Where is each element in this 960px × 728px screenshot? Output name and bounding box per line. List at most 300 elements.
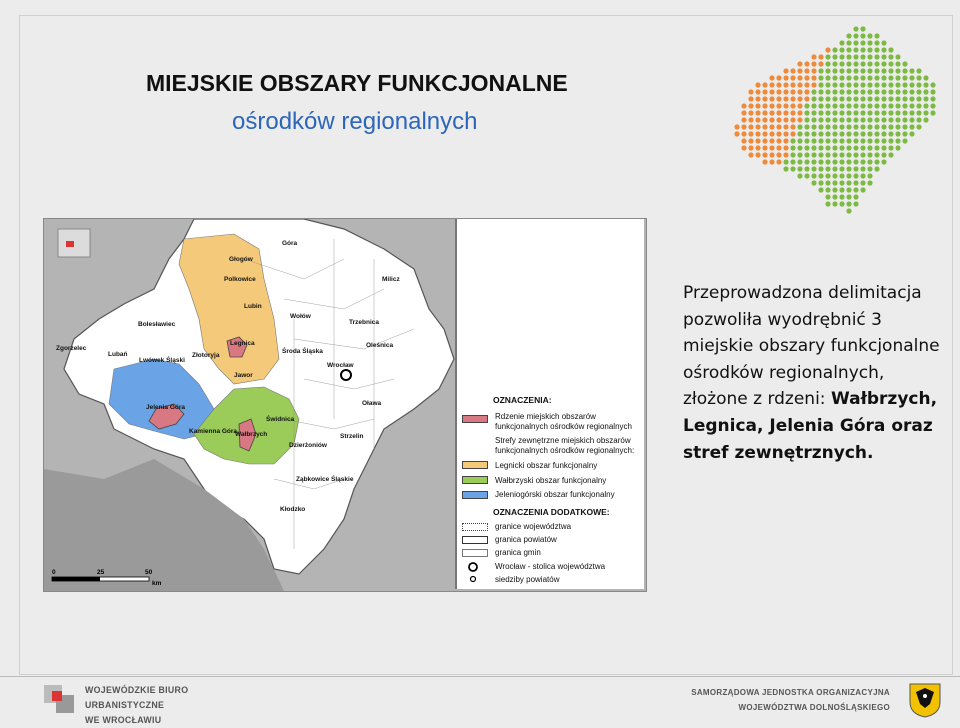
logo-dot — [839, 187, 844, 192]
legend-core-swatch — [462, 415, 488, 423]
logo-dot — [825, 138, 830, 143]
logo-dot — [846, 180, 851, 185]
lower-silesia-dotted-logo — [712, 18, 944, 228]
logo-dot — [839, 180, 844, 185]
label-milicz: Milicz — [382, 276, 400, 283]
logo-dot — [832, 124, 837, 129]
logo-dot — [839, 138, 844, 143]
logo-dot — [846, 96, 851, 101]
logo-dot — [804, 124, 809, 129]
logo-dot — [902, 82, 907, 87]
logo-dot — [916, 110, 921, 115]
logo-dot — [867, 89, 872, 94]
logo-dot — [846, 82, 851, 87]
logo-dot — [853, 47, 858, 52]
logo-dot — [748, 103, 753, 108]
logo-dot — [797, 75, 802, 80]
logo-dot — [930, 82, 935, 87]
logo-dot — [755, 145, 760, 150]
logo-dot — [839, 201, 844, 206]
logo-dot — [811, 173, 816, 178]
logo-dot — [825, 82, 830, 87]
label-polkowice: Polkowice — [224, 276, 256, 283]
logo-dot — [832, 131, 837, 136]
logo-dot — [888, 89, 893, 94]
logo-dot — [860, 68, 865, 73]
logo-dot — [902, 131, 907, 136]
logo-dot — [909, 89, 914, 94]
logo-dot — [811, 61, 816, 66]
logo-dot — [874, 138, 879, 143]
logo-dot — [748, 117, 753, 122]
logo-dot — [797, 166, 802, 171]
logo-dot — [769, 152, 774, 157]
logo-dot — [846, 173, 851, 178]
logo-dot — [860, 26, 865, 31]
label-zlotoryja: Złotoryja — [192, 352, 220, 359]
logo-dot — [909, 131, 914, 136]
logo-dot — [860, 138, 865, 143]
logo-dot — [839, 61, 844, 66]
logo-dot — [832, 61, 837, 66]
logo-dot — [804, 110, 809, 115]
logo-dot — [797, 89, 802, 94]
logo-dot — [755, 110, 760, 115]
logo-dot — [769, 124, 774, 129]
logo-dot — [923, 117, 928, 122]
logo-dot — [790, 159, 795, 164]
logo-dot — [839, 166, 844, 171]
logo-dot — [825, 117, 830, 122]
logo-dot — [867, 96, 872, 101]
logo-dot — [811, 96, 816, 101]
logo-dot — [881, 82, 886, 87]
logo-dot — [783, 103, 788, 108]
label-gora: Góra — [282, 240, 298, 247]
logo-dot — [825, 68, 830, 73]
logo-dot — [853, 61, 858, 66]
legend-seat-icons — [467, 561, 481, 585]
logo-dot — [888, 47, 893, 52]
logo-dot — [839, 68, 844, 73]
logo-dot — [846, 145, 851, 150]
logo-dot — [930, 89, 935, 94]
logo-dot — [755, 138, 760, 143]
logo-dot — [790, 89, 795, 94]
logo-dot — [916, 96, 921, 101]
logo-dot — [867, 54, 872, 59]
logo-dot — [881, 145, 886, 150]
logo-dot — [916, 89, 921, 94]
logo-dot — [769, 82, 774, 87]
logo-dot — [832, 117, 837, 122]
legend-legnica: Legnicki obszar funkcjonalny — [495, 461, 598, 470]
logo-dot — [818, 82, 823, 87]
logo-dot — [846, 54, 851, 59]
logo-dot — [888, 61, 893, 66]
logo-dot — [867, 166, 872, 171]
logo-dot — [888, 138, 893, 143]
logo-dot — [762, 145, 767, 150]
logo-dot — [839, 117, 844, 122]
logo-dot — [818, 159, 823, 164]
logo-dot — [888, 145, 893, 150]
logo-dot — [769, 110, 774, 115]
logo-dot — [867, 82, 872, 87]
footer-right-1: SAMORZĄDOWA JEDNOSTKA ORGANIZACYJNA — [691, 688, 890, 697]
logo-dot — [895, 82, 900, 87]
logo-dot — [839, 110, 844, 115]
logo-dot — [755, 117, 760, 122]
logo-dot — [860, 40, 865, 45]
footer-right — [660, 680, 960, 718]
logo-dot — [860, 54, 865, 59]
logo-dot — [748, 145, 753, 150]
logo-dot — [930, 96, 935, 101]
logo-dot — [895, 75, 900, 80]
logo-dot — [790, 68, 795, 73]
logo-dot — [818, 145, 823, 150]
logo-dot — [762, 159, 767, 164]
legend-walbrzych: Wałbrzyski obszar funkcjonalny — [495, 476, 607, 485]
label-lubin: Lubin — [244, 303, 262, 310]
logo-dot — [839, 75, 844, 80]
logo-dot — [776, 124, 781, 129]
logo-dot — [839, 152, 844, 157]
label-lwowek: Lwówek Śląski — [139, 357, 185, 364]
logo-dot — [825, 166, 830, 171]
logo-dot — [874, 124, 879, 129]
logo-dot — [923, 89, 928, 94]
label-legnica: Legnica — [230, 340, 255, 347]
logo-dot — [783, 138, 788, 143]
label-wroclaw: Wrocław — [327, 362, 354, 369]
logo-dot — [853, 152, 858, 157]
logo-dot — [811, 103, 816, 108]
logo-dot — [811, 68, 816, 73]
logo-dot — [818, 61, 823, 66]
logo-dot — [874, 47, 879, 52]
scale-0: 0 — [52, 569, 56, 576]
logo-dot — [811, 117, 816, 122]
logo-dot — [748, 110, 753, 115]
logo-dot — [783, 124, 788, 129]
logo-dot — [860, 173, 865, 178]
logo-dot — [776, 103, 781, 108]
wbu-logo-icon — [42, 681, 78, 717]
logo-dot — [783, 96, 788, 101]
legend-powiat: granica powiatów — [495, 535, 557, 544]
logo-dot — [860, 110, 865, 115]
logo-dot — [832, 173, 837, 178]
logo-dot — [909, 75, 914, 80]
logo-dot — [755, 82, 760, 87]
logo-dot — [839, 89, 844, 94]
logo-dot — [888, 82, 893, 87]
logo-dot — [867, 68, 872, 73]
footer-left-text — [85, 683, 250, 728]
footer-right-text — [691, 685, 890, 715]
logo-dot — [895, 117, 900, 122]
logo-dot — [860, 103, 865, 108]
logo-dot — [804, 82, 809, 87]
logo-dot — [874, 159, 879, 164]
logo-dot — [832, 138, 837, 143]
logo-dot — [874, 54, 879, 59]
logo-dot — [860, 145, 865, 150]
logo-dot — [790, 166, 795, 171]
logo-dot — [853, 68, 858, 73]
logo-dot — [769, 159, 774, 164]
logo-dot — [846, 187, 851, 192]
logo-dot — [797, 117, 802, 122]
logo-dot — [916, 82, 921, 87]
logo-dot — [853, 103, 858, 108]
logo-dot — [790, 145, 795, 150]
logo-dot — [825, 201, 830, 206]
title-line-1: MIEJSKIE OBSZARY FUNKCJONALNE — [146, 70, 568, 96]
logo-dot — [902, 68, 907, 73]
logo-dot — [790, 75, 795, 80]
logo-dot — [790, 110, 795, 115]
logo-dot — [888, 131, 893, 136]
logo-dot — [853, 54, 858, 59]
logo-dot — [867, 138, 872, 143]
logo-dot — [853, 26, 858, 31]
legend-jelenia-swatch — [462, 491, 488, 499]
logo-dot — [783, 89, 788, 94]
logo-dot — [825, 152, 830, 157]
logo-dot — [888, 110, 893, 115]
legend-gmina-swatch — [462, 549, 488, 557]
logo-dot — [776, 96, 781, 101]
legend-zones: Strefy zewnętrzne miejskich obszarów funkcjonalnych ośrodków regionalnych: — [495, 436, 635, 455]
logo-dot — [867, 173, 872, 178]
logo-dot — [853, 166, 858, 171]
logo-dot — [790, 103, 795, 108]
logo-dot — [846, 68, 851, 73]
logo-dot — [748, 138, 753, 143]
title-line-2: ośrodków regionalnych — [232, 108, 478, 135]
logo-dot — [895, 103, 900, 108]
logo-dot — [895, 68, 900, 73]
logo-dot — [881, 131, 886, 136]
logo-dot — [804, 68, 809, 73]
logo-dot — [790, 96, 795, 101]
logo-dot — [895, 124, 900, 129]
logo-dot — [790, 82, 795, 87]
logo-dot — [853, 194, 858, 199]
logo-dot — [881, 159, 886, 164]
legend-powiat-swatch — [462, 536, 488, 544]
logo-dot — [832, 152, 837, 157]
logo-dot — [881, 103, 886, 108]
legend-heading-2: OZNACZENIA DODATKOWE: — [493, 507, 610, 517]
label-glogow: Głogów — [229, 256, 253, 263]
logo-dot — [846, 152, 851, 157]
logo-dot — [874, 33, 879, 38]
logo-dot — [909, 96, 914, 101]
logo-dot — [790, 131, 795, 136]
logo-dot — [825, 75, 830, 80]
logo-dot — [846, 89, 851, 94]
logo-dot — [860, 82, 865, 87]
logo-dot — [853, 117, 858, 122]
logo-dot — [797, 110, 802, 115]
logo-dot — [860, 159, 865, 164]
logo-dot — [741, 103, 746, 108]
logo-dot — [860, 47, 865, 52]
logo-dot — [818, 173, 823, 178]
footer-left-1: WOJEWÓDZKIE BIURO URBANISTYCZNE — [85, 685, 189, 710]
logo-dot — [797, 159, 802, 164]
logo-dot — [916, 117, 921, 122]
logo-dot — [776, 82, 781, 87]
logo-dot — [874, 110, 879, 115]
label-strzelin: Strzelin — [340, 433, 364, 440]
logo-dot — [881, 96, 886, 101]
logo-dot — [741, 124, 746, 129]
logo-dot — [902, 124, 907, 129]
label-swidnica: Świdnica — [266, 416, 295, 423]
logo-dot — [881, 89, 886, 94]
logo-dot — [860, 61, 865, 66]
body-text-plain: Przeprowadzona delimitacja pozwoliła wyodrębnić 3 miejskie obszary funkcjonalne ośrodków regionalnych, złożone z rdzeni: — [683, 283, 940, 410]
logo-dot — [825, 110, 830, 115]
map-legend — [455, 219, 644, 589]
logo-dot — [825, 103, 830, 108]
logo-dot — [818, 131, 823, 136]
logo-dot — [832, 110, 837, 115]
logo-dot — [832, 82, 837, 87]
logo-dot — [874, 75, 879, 80]
logo-dot — [741, 131, 746, 136]
logo-dot — [867, 124, 872, 129]
logo-dot — [748, 96, 753, 101]
logo-dot — [874, 82, 879, 87]
logo-dot — [853, 145, 858, 150]
logo-dot — [832, 145, 837, 150]
label-dzierzoniow: Dzierżoniów — [289, 442, 327, 449]
logo-dot — [867, 75, 872, 80]
logo-dot — [860, 131, 865, 136]
logo-dot — [881, 117, 886, 122]
logo-dot — [916, 124, 921, 129]
logo-dot — [783, 159, 788, 164]
logo-dot — [846, 138, 851, 143]
logo-dot — [867, 180, 872, 185]
logo-dot — [825, 89, 830, 94]
logo-dot — [832, 180, 837, 185]
logo-dot — [846, 110, 851, 115]
logo-dot — [797, 61, 802, 66]
logo-dot — [804, 131, 809, 136]
logo-dot — [853, 33, 858, 38]
logo-dot — [874, 96, 879, 101]
logo-dot — [867, 145, 872, 150]
logo-dot — [881, 47, 886, 52]
legend-wroclaw: Wrocław - stolica województwa — [495, 562, 606, 571]
body-text-bold: Wałbrzych, Legnica, Jelenia Góra oraz stref zewnętrznych. — [683, 389, 938, 463]
logo-dot — [762, 89, 767, 94]
logo-dot — [881, 152, 886, 157]
logo-dot — [832, 166, 837, 171]
logo-dot — [839, 173, 844, 178]
logo-dot — [797, 96, 802, 101]
logo-dot — [874, 103, 879, 108]
logo-dot — [818, 54, 823, 59]
logo-dot — [797, 131, 802, 136]
logo-dot — [881, 40, 886, 45]
logo-dot — [811, 145, 816, 150]
logo-dot — [790, 152, 795, 157]
logo-dot — [846, 47, 851, 52]
logo-dot — [832, 89, 837, 94]
logo-dot — [909, 124, 914, 129]
legend-legnica-swatch — [462, 461, 488, 469]
logo-dot — [755, 131, 760, 136]
logo-dot — [839, 131, 844, 136]
legend-voiv-swatch — [462, 523, 488, 531]
logo-dot — [839, 47, 844, 52]
logo-dot — [853, 201, 858, 206]
logo-dot — [804, 103, 809, 108]
logo-dot — [825, 124, 830, 129]
logo-dot — [762, 103, 767, 108]
logo-dot — [811, 131, 816, 136]
logo-dot — [734, 124, 739, 129]
logo-dot — [846, 75, 851, 80]
logo-dot — [811, 138, 816, 143]
footer-left — [40, 680, 250, 725]
logo-dot — [874, 166, 879, 171]
logo-dot — [825, 47, 830, 52]
logo-dot — [776, 152, 781, 157]
logo-dot — [909, 103, 914, 108]
logo-dot — [804, 75, 809, 80]
logo-dot — [895, 89, 900, 94]
logo-dot — [853, 110, 858, 115]
logo-dot — [895, 96, 900, 101]
logo-dot — [804, 89, 809, 94]
label-klodzko: Kłodzko — [280, 506, 306, 513]
logo-dot — [860, 117, 865, 122]
label-kamienna: Kamienna Góra — [189, 428, 238, 435]
logo-dot — [874, 40, 879, 45]
logo-dot — [860, 152, 865, 157]
logo-dot — [881, 138, 886, 143]
logo-dot — [839, 159, 844, 164]
logo-dot — [769, 131, 774, 136]
logo-dot — [818, 166, 823, 171]
logo-dot — [846, 159, 851, 164]
logo-dot — [853, 180, 858, 185]
logo-dot — [769, 89, 774, 94]
logo-dot — [762, 117, 767, 122]
logo-dot — [818, 187, 823, 192]
logo-dot — [797, 68, 802, 73]
logo-dot — [804, 145, 809, 150]
logo-dot — [881, 124, 886, 129]
logo-dot — [818, 103, 823, 108]
logo-dot — [755, 103, 760, 108]
logo-dot — [916, 75, 921, 80]
logo-dot — [762, 152, 767, 157]
logo-dot — [797, 138, 802, 143]
logo-dot — [888, 124, 893, 129]
label-wolow: Wołów — [290, 313, 311, 320]
logo-dot — [776, 89, 781, 94]
